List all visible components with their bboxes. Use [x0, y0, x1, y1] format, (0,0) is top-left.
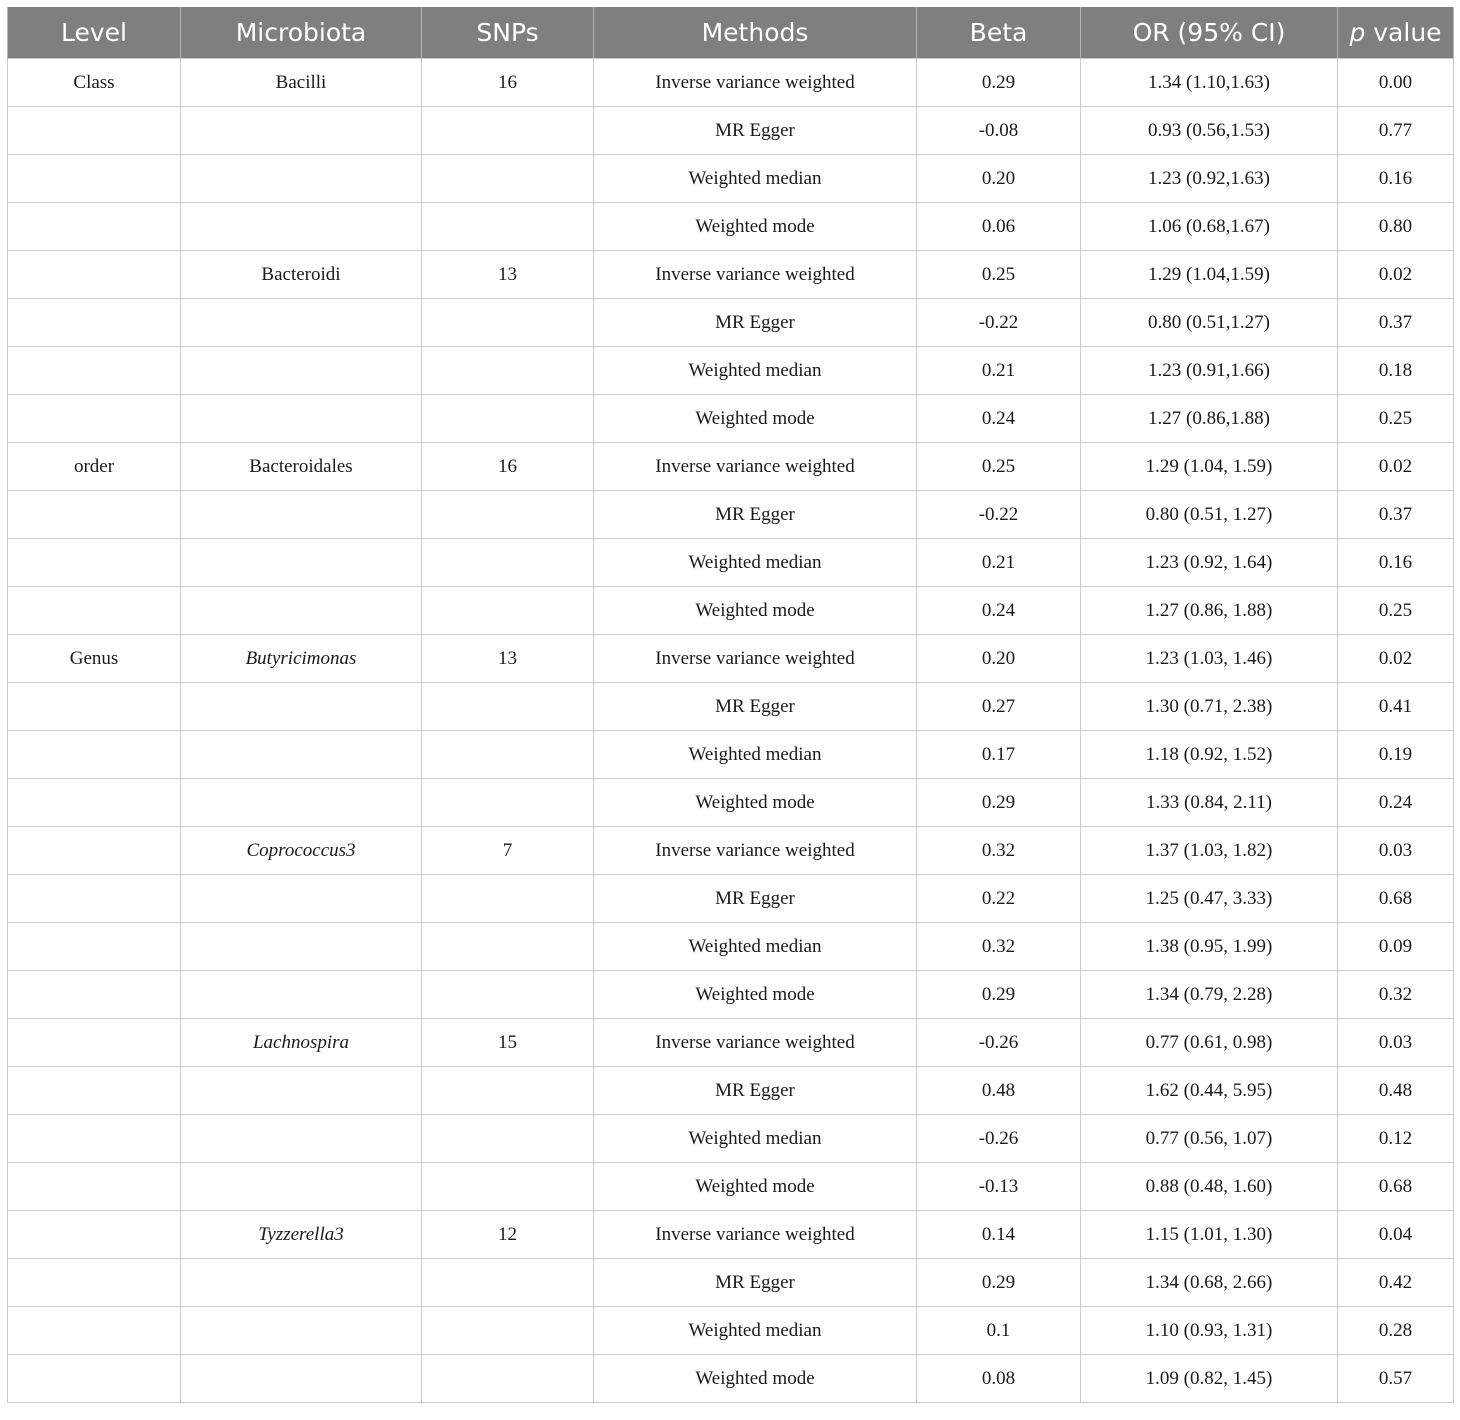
table-row	[8, 59, 1454, 107]
cell-snps: 13	[422, 635, 594, 683]
cell-or: 1.18 (0.92, 1.52)	[1081, 731, 1338, 779]
cell-p-value: 0.16	[1338, 539, 1454, 587]
cell-microbiota: Bacteroidales	[181, 443, 422, 491]
header-beta: Beta	[917, 7, 1081, 59]
cell-level	[8, 539, 181, 587]
cell-p-value: 0.03	[1338, 827, 1454, 875]
cell-method: Inverse variance weighted	[594, 635, 917, 683]
cell-p-value: 0.19	[1338, 731, 1454, 779]
cell-method: Inverse variance weighted	[594, 443, 917, 491]
cell-beta: 0.27	[917, 683, 1081, 731]
cell-microbiota	[181, 299, 422, 347]
header-level: Level	[8, 7, 181, 59]
cell-microbiota	[181, 491, 422, 539]
cell-p-value: 0.24	[1338, 779, 1454, 827]
cell-method: Weighted mode	[594, 587, 917, 635]
header-p-italic: p	[1349, 18, 1366, 47]
cell-p-value: 0.68	[1338, 1163, 1454, 1211]
cell-method: Weighted median	[594, 731, 917, 779]
cell-method: Weighted median	[594, 923, 917, 971]
cell-method: Weighted mode	[594, 1163, 917, 1211]
cell-snps	[422, 875, 594, 923]
cell-microbiota	[181, 1355, 422, 1403]
cell-microbiota	[181, 971, 422, 1019]
cell-level	[8, 491, 181, 539]
table-row	[8, 155, 1454, 203]
cell-or: 1.27 (0.86, 1.88)	[1081, 587, 1338, 635]
header-row	[8, 7, 1454, 59]
table-row	[8, 347, 1454, 395]
cell-p-value: 0.57	[1338, 1355, 1454, 1403]
cell-level	[8, 1211, 181, 1259]
cell-microbiota: Tyzzerella3	[181, 1211, 422, 1259]
cell-level: Class	[8, 59, 181, 107]
cell-p-value: 0.09	[1338, 923, 1454, 971]
cell-beta: 0.22	[917, 875, 1081, 923]
table-row	[8, 1067, 1454, 1115]
cell-p-value: 0.42	[1338, 1259, 1454, 1307]
cell-p-value: 0.41	[1338, 683, 1454, 731]
cell-beta: 0.1	[917, 1307, 1081, 1355]
cell-snps	[422, 1259, 594, 1307]
cell-beta: 0.08	[917, 1355, 1081, 1403]
cell-method: Weighted median	[594, 539, 917, 587]
cell-p-value: 0.12	[1338, 1115, 1454, 1163]
table-row	[8, 1307, 1454, 1355]
cell-snps	[422, 491, 594, 539]
cell-microbiota	[181, 155, 422, 203]
cell-microbiota: Coprococcus3	[181, 827, 422, 875]
cell-microbiota	[181, 731, 422, 779]
cell-level	[8, 107, 181, 155]
cell-microbiota	[181, 395, 422, 443]
cell-beta: 0.14	[917, 1211, 1081, 1259]
cell-method: Weighted mode	[594, 1355, 917, 1403]
cell-level	[8, 203, 181, 251]
cell-level	[8, 1259, 181, 1307]
header-p-value	[1338, 7, 1454, 59]
cell-beta: 0.32	[917, 827, 1081, 875]
cell-level	[8, 875, 181, 923]
cell-level: order	[8, 443, 181, 491]
table-row	[8, 1115, 1454, 1163]
cell-beta: 0.17	[917, 731, 1081, 779]
header-snps: SNPs	[422, 7, 594, 59]
cell-level	[8, 1115, 181, 1163]
cell-snps	[422, 1355, 594, 1403]
cell-method: Weighted median	[594, 347, 917, 395]
cell-microbiota	[181, 683, 422, 731]
cell-level	[8, 251, 181, 299]
table-row	[8, 443, 1454, 491]
table-row	[8, 1259, 1454, 1307]
table-row	[8, 827, 1454, 875]
cell-level	[8, 347, 181, 395]
cell-microbiota	[181, 1067, 422, 1115]
cell-p-value: 0.16	[1338, 155, 1454, 203]
cell-method: MR Egger	[594, 107, 917, 155]
cell-snps	[422, 155, 594, 203]
cell-snps	[422, 395, 594, 443]
cell-level	[8, 1163, 181, 1211]
cell-p-value: 0.04	[1338, 1211, 1454, 1259]
cell-beta: -0.22	[917, 491, 1081, 539]
table-row	[8, 299, 1454, 347]
cell-method: Weighted mode	[594, 971, 917, 1019]
table-row	[8, 1211, 1454, 1259]
cell-microbiota	[181, 1259, 422, 1307]
cell-p-value: 0.77	[1338, 107, 1454, 155]
table-row	[8, 1019, 1454, 1067]
cell-level	[8, 683, 181, 731]
cell-or: 1.29 (1.04, 1.59)	[1081, 443, 1338, 491]
cell-beta: 0.24	[917, 587, 1081, 635]
table-row	[8, 635, 1454, 683]
cell-snps: 16	[422, 59, 594, 107]
cell-beta: -0.13	[917, 1163, 1081, 1211]
cell-level	[8, 1067, 181, 1115]
cell-snps	[422, 923, 594, 971]
cell-microbiota: Bacilli	[181, 59, 422, 107]
cell-snps	[422, 587, 594, 635]
cell-or: 1.34 (0.68, 2.66)	[1081, 1259, 1338, 1307]
cell-level: Genus	[8, 635, 181, 683]
cell-beta: 0.25	[917, 251, 1081, 299]
results-table-container	[7, 7, 1454, 1403]
cell-method: MR Egger	[594, 491, 917, 539]
table-row	[8, 587, 1454, 635]
cell-p-value: 0.02	[1338, 443, 1454, 491]
cell-level	[8, 923, 181, 971]
cell-or: 0.80 (0.51, 1.27)	[1081, 491, 1338, 539]
cell-beta: 0.21	[917, 539, 1081, 587]
cell-method: Weighted mode	[594, 203, 917, 251]
cell-method: MR Egger	[594, 875, 917, 923]
cell-p-value: 0.37	[1338, 491, 1454, 539]
cell-or: 0.88 (0.48, 1.60)	[1081, 1163, 1338, 1211]
cell-level	[8, 1019, 181, 1067]
table-row	[8, 683, 1454, 731]
cell-snps	[422, 779, 594, 827]
cell-beta: 0.29	[917, 971, 1081, 1019]
table-row	[8, 779, 1454, 827]
cell-or: 1.25 (0.47, 3.33)	[1081, 875, 1338, 923]
cell-p-value: 0.00	[1338, 59, 1454, 107]
cell-or: 1.23 (0.91,1.66)	[1081, 347, 1338, 395]
cell-beta: 0.21	[917, 347, 1081, 395]
cell-method: MR Egger	[594, 1067, 917, 1115]
cell-p-value: 0.25	[1338, 587, 1454, 635]
cell-p-value: 0.32	[1338, 971, 1454, 1019]
cell-p-value: 0.28	[1338, 1307, 1454, 1355]
table-row	[8, 1355, 1454, 1403]
cell-or: 1.29 (1.04,1.59)	[1081, 251, 1338, 299]
cell-snps: 7	[422, 827, 594, 875]
cell-beta: -0.26	[917, 1115, 1081, 1163]
cell-beta: 0.29	[917, 779, 1081, 827]
cell-microbiota	[181, 875, 422, 923]
cell-snps	[422, 731, 594, 779]
table-body	[8, 59, 1454, 1403]
cell-microbiota	[181, 107, 422, 155]
cell-or: 1.34 (1.10,1.63)	[1081, 59, 1338, 107]
cell-method: Weighted mode	[594, 779, 917, 827]
table-row	[8, 539, 1454, 587]
table-row	[8, 875, 1454, 923]
cell-p-value: 0.37	[1338, 299, 1454, 347]
header-methods: Methods	[594, 7, 917, 59]
cell-beta: 0.32	[917, 923, 1081, 971]
table-row	[8, 491, 1454, 539]
cell-method: Inverse variance weighted	[594, 1211, 917, 1259]
cell-p-value: 0.80	[1338, 203, 1454, 251]
cell-or: 1.37 (1.03, 1.82)	[1081, 827, 1338, 875]
cell-or: 1.06 (0.68,1.67)	[1081, 203, 1338, 251]
cell-method: Inverse variance weighted	[594, 59, 917, 107]
cell-snps	[422, 1163, 594, 1211]
cell-level	[8, 299, 181, 347]
header-or: OR (95% CI)	[1081, 7, 1338, 59]
cell-snps	[422, 1115, 594, 1163]
cell-level	[8, 779, 181, 827]
cell-microbiota: Bacteroidi	[181, 251, 422, 299]
cell-microbiota: Butyricimonas	[181, 635, 422, 683]
cell-p-value: 0.48	[1338, 1067, 1454, 1115]
cell-level	[8, 155, 181, 203]
cell-or: 1.62 (0.44, 5.95)	[1081, 1067, 1338, 1115]
cell-or: 0.80 (0.51,1.27)	[1081, 299, 1338, 347]
table-row	[8, 731, 1454, 779]
table-row	[8, 203, 1454, 251]
cell-or: 1.27 (0.86,1.88)	[1081, 395, 1338, 443]
cell-method: Weighted median	[594, 155, 917, 203]
cell-beta: -0.22	[917, 299, 1081, 347]
cell-beta: 0.25	[917, 443, 1081, 491]
cell-p-value: 0.02	[1338, 635, 1454, 683]
cell-level	[8, 1307, 181, 1355]
header-p-rest: value	[1365, 18, 1442, 47]
cell-microbiota	[181, 1115, 422, 1163]
cell-snps	[422, 683, 594, 731]
cell-snps: 13	[422, 251, 594, 299]
cell-snps	[422, 203, 594, 251]
cell-beta: 0.29	[917, 1259, 1081, 1307]
cell-beta: 0.48	[917, 1067, 1081, 1115]
cell-snps	[422, 971, 594, 1019]
cell-method: Inverse variance weighted	[594, 1019, 917, 1067]
cell-or: 1.15 (1.01, 1.30)	[1081, 1211, 1338, 1259]
cell-microbiota	[181, 539, 422, 587]
cell-beta: 0.20	[917, 155, 1081, 203]
cell-or: 0.93 (0.56,1.53)	[1081, 107, 1338, 155]
cell-p-value: 0.25	[1338, 395, 1454, 443]
cell-p-value: 0.68	[1338, 875, 1454, 923]
cell-method: Weighted mode	[594, 395, 917, 443]
cell-level	[8, 395, 181, 443]
cell-microbiota: Lachnospira	[181, 1019, 422, 1067]
cell-snps	[422, 107, 594, 155]
cell-method: Weighted median	[594, 1307, 917, 1355]
cell-microbiota	[181, 347, 422, 395]
cell-or: 1.23 (0.92,1.63)	[1081, 155, 1338, 203]
cell-or: 0.77 (0.61, 0.98)	[1081, 1019, 1338, 1067]
cell-snps	[422, 299, 594, 347]
cell-or: 1.34 (0.79, 2.28)	[1081, 971, 1338, 1019]
cell-or: 0.77 (0.56, 1.07)	[1081, 1115, 1338, 1163]
header-microbiota: Microbiota	[181, 7, 422, 59]
cell-level	[8, 731, 181, 779]
table-row	[8, 395, 1454, 443]
cell-or: 1.09 (0.82, 1.45)	[1081, 1355, 1338, 1403]
cell-or: 1.23 (1.03, 1.46)	[1081, 635, 1338, 683]
table-row	[8, 971, 1454, 1019]
cell-method: Weighted median	[594, 1115, 917, 1163]
table-row	[8, 251, 1454, 299]
cell-microbiota	[181, 587, 422, 635]
cell-beta: 0.29	[917, 59, 1081, 107]
table-row	[8, 1163, 1454, 1211]
cell-or: 1.30 (0.71, 2.38)	[1081, 683, 1338, 731]
table-row	[8, 923, 1454, 971]
cell-method: MR Egger	[594, 683, 917, 731]
cell-microbiota	[181, 1307, 422, 1355]
cell-microbiota	[181, 1163, 422, 1211]
table-row	[8, 107, 1454, 155]
cell-snps	[422, 1307, 594, 1355]
cell-level	[8, 587, 181, 635]
cell-p-value: 0.03	[1338, 1019, 1454, 1067]
cell-beta: 0.20	[917, 635, 1081, 683]
cell-snps: 15	[422, 1019, 594, 1067]
cell-snps	[422, 539, 594, 587]
cell-snps: 16	[422, 443, 594, 491]
cell-p-value: 0.18	[1338, 347, 1454, 395]
cell-microbiota	[181, 923, 422, 971]
cell-beta: 0.24	[917, 395, 1081, 443]
cell-or: 1.23 (0.92, 1.64)	[1081, 539, 1338, 587]
cell-snps	[422, 1067, 594, 1115]
cell-beta: 0.06	[917, 203, 1081, 251]
cell-method: Inverse variance weighted	[594, 251, 917, 299]
cell-snps	[422, 347, 594, 395]
cell-snps: 12	[422, 1211, 594, 1259]
cell-p-value: 0.02	[1338, 251, 1454, 299]
cell-or: 1.10 (0.93, 1.31)	[1081, 1307, 1338, 1355]
cell-microbiota	[181, 779, 422, 827]
cell-level	[8, 1355, 181, 1403]
cell-or: 1.33 (0.84, 2.11)	[1081, 779, 1338, 827]
cell-beta: -0.08	[917, 107, 1081, 155]
cell-microbiota	[181, 203, 422, 251]
cell-beta: -0.26	[917, 1019, 1081, 1067]
cell-method: MR Egger	[594, 1259, 917, 1307]
cell-method: MR Egger	[594, 299, 917, 347]
mr-results-table	[7, 7, 1454, 1403]
cell-or: 1.38 (0.95, 1.99)	[1081, 923, 1338, 971]
cell-level	[8, 827, 181, 875]
cell-level	[8, 971, 181, 1019]
cell-method: Inverse variance weighted	[594, 827, 917, 875]
